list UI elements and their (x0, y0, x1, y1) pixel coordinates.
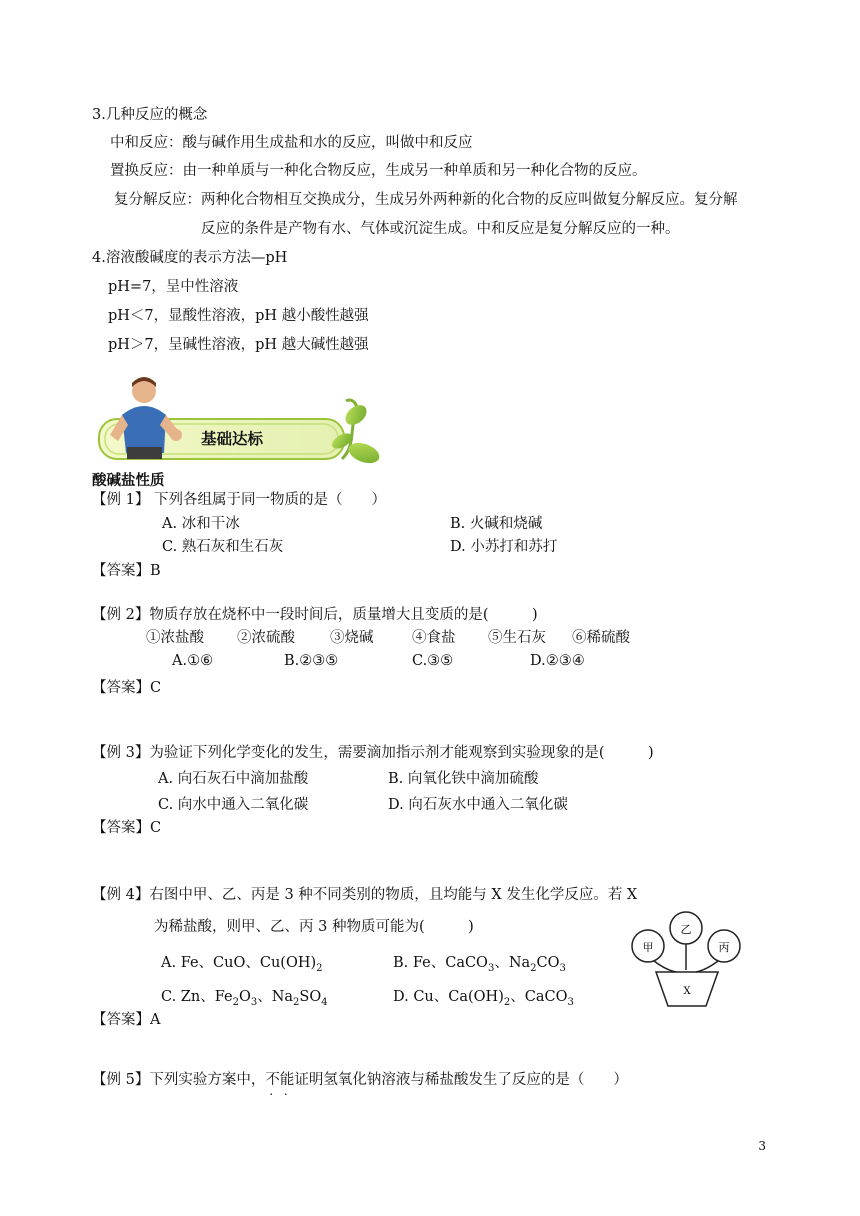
neutralization-definition: 中和反应：酸与碱作用生成盐和水的反应，叫做中和反应 (110, 135, 473, 151)
example-4-option-c: C. Zn、$Fe_2O_3$、$Na_2SO_4$ (161, 989, 328, 1008)
example-5-question-prefix: 【例 5】下列实验方案中， (92, 1072, 266, 1088)
ph-basic: pH＞7，呈碱性溶液，pH 越大碱性越强 (108, 337, 369, 353)
example-3-option-b: B. 向氧化铁中滴加硫酸 (388, 771, 539, 787)
example-2-item: ③烧碱 (330, 630, 374, 646)
example-4-answer: 【答案】A (92, 1012, 161, 1028)
example-1-question: 【例 1】 下列各组属于同一物质的是（ ） (92, 492, 386, 508)
emphasis-char: 能 (279, 1072, 295, 1088)
example-3-option-a: A. 向石灰石中滴加盐酸 (158, 771, 309, 787)
example-1-option-c: C. 熟石灰和生石灰 (162, 539, 284, 555)
section-4-title: 4.溶液酸碱度的表示方法—pH (92, 250, 288, 266)
diagram-label-bing: 丙 (718, 941, 730, 954)
example-3-option-d: D. 向石灰水中通入二氧化碳 (388, 797, 568, 813)
diagram-label-jia: 甲 (642, 941, 654, 954)
example-2-item: ①浓盐酸 (146, 630, 204, 646)
example-4-option-b: B. Fe、CaCO$_3$、$Na_2CO_3$ (393, 955, 566, 974)
double-decomposition-definition: 复分解反应：两种化合物相互交换成分，生成另外两种新的化合物的反应叫做复分解反应。复分解 (114, 192, 738, 208)
example-1-option-d: D. 小苏打和苏打 (450, 539, 558, 555)
ph-acidic: pH＜7，显酸性溶液，pH 越小酸性越强 (108, 308, 369, 324)
double-decomposition-condition: 反应的条件是产物有水、气体或沉淀生成。中和反应是复分解反应的一种。 (201, 221, 680, 237)
diagram-label-x: X (683, 986, 691, 997)
example-3-answer: 【答案】C (92, 820, 162, 836)
example-2-item: ⑥稀硫酸 (572, 630, 630, 646)
section-3-title: 3.几种反应的概念 (92, 107, 208, 123)
example-2-answer: 【答案】C (92, 680, 162, 696)
section-banner-illustration (94, 375, 384, 470)
example-2-item: ④食盐 (412, 630, 456, 646)
diagram-label-yi: 乙 (680, 923, 692, 936)
example-1-option-a: A. 冰和干冰 (162, 516, 240, 532)
example-4-question-line-2: 为稀盐酸，则甲、乙、丙 3 种物质可能为( ) (154, 919, 474, 935)
example-2-option-d: D.②③④ (530, 653, 585, 669)
displacement-definition: 置换反应：由一种单质与一种化合物反应，生成另一种单质和另一种化合物的反应。 (110, 163, 647, 179)
emphasis-char: 不 (265, 1072, 280, 1088)
section-heading: 酸碱盐性质 (92, 473, 165, 489)
example-2-item: ⑤生石灰 (488, 630, 546, 646)
example-2-question: 【例 2】物质存放在烧杯中一段时间后，质量增大且变质的是( ) (92, 607, 538, 623)
example-1-option-b: B. 火碱和烧碱 (450, 516, 543, 532)
example-5-question-suffix: 证明氢氧化钠溶液与稀盐酸发生了反应的是（ ） (294, 1072, 628, 1088)
example-5-question (92, 1070, 628, 1090)
example-2-item: ②浓硫酸 (237, 630, 295, 646)
example-2-option-b: B.②③⑤ (284, 653, 339, 669)
example-3-option-c: C. 向水中通入二氧化碳 (158, 797, 309, 813)
example-3-question: 【例 3】为验证下列化学变化的发生，需要滴加指示剂才能观察到实验现象的是( ) (92, 745, 654, 761)
ph-neutral: pH=7，呈中性溶液 (108, 279, 239, 295)
reaction-flowerpot-diagram (626, 910, 756, 1015)
banner-label: 基础达标 (201, 430, 264, 448)
example-1-answer: 【答案】B (92, 563, 161, 579)
example-4-option-a: A. Fe、CuO、$Cu(OH)_2$ (161, 955, 323, 974)
example-4-question-line-1: 【例 4】右图中甲、乙、丙是 3 种不同类别的物质，且均能与 X 发生化学反应。若 X (92, 887, 638, 903)
example-2-option-a: A.①⑥ (172, 653, 214, 669)
example-4-option-d: D. Cu、$Ca(OH)_2$、CaCO$_3$ (393, 989, 574, 1008)
page-number: 3 (758, 1139, 766, 1153)
example-2-option-c: C.③⑤ (412, 653, 454, 669)
